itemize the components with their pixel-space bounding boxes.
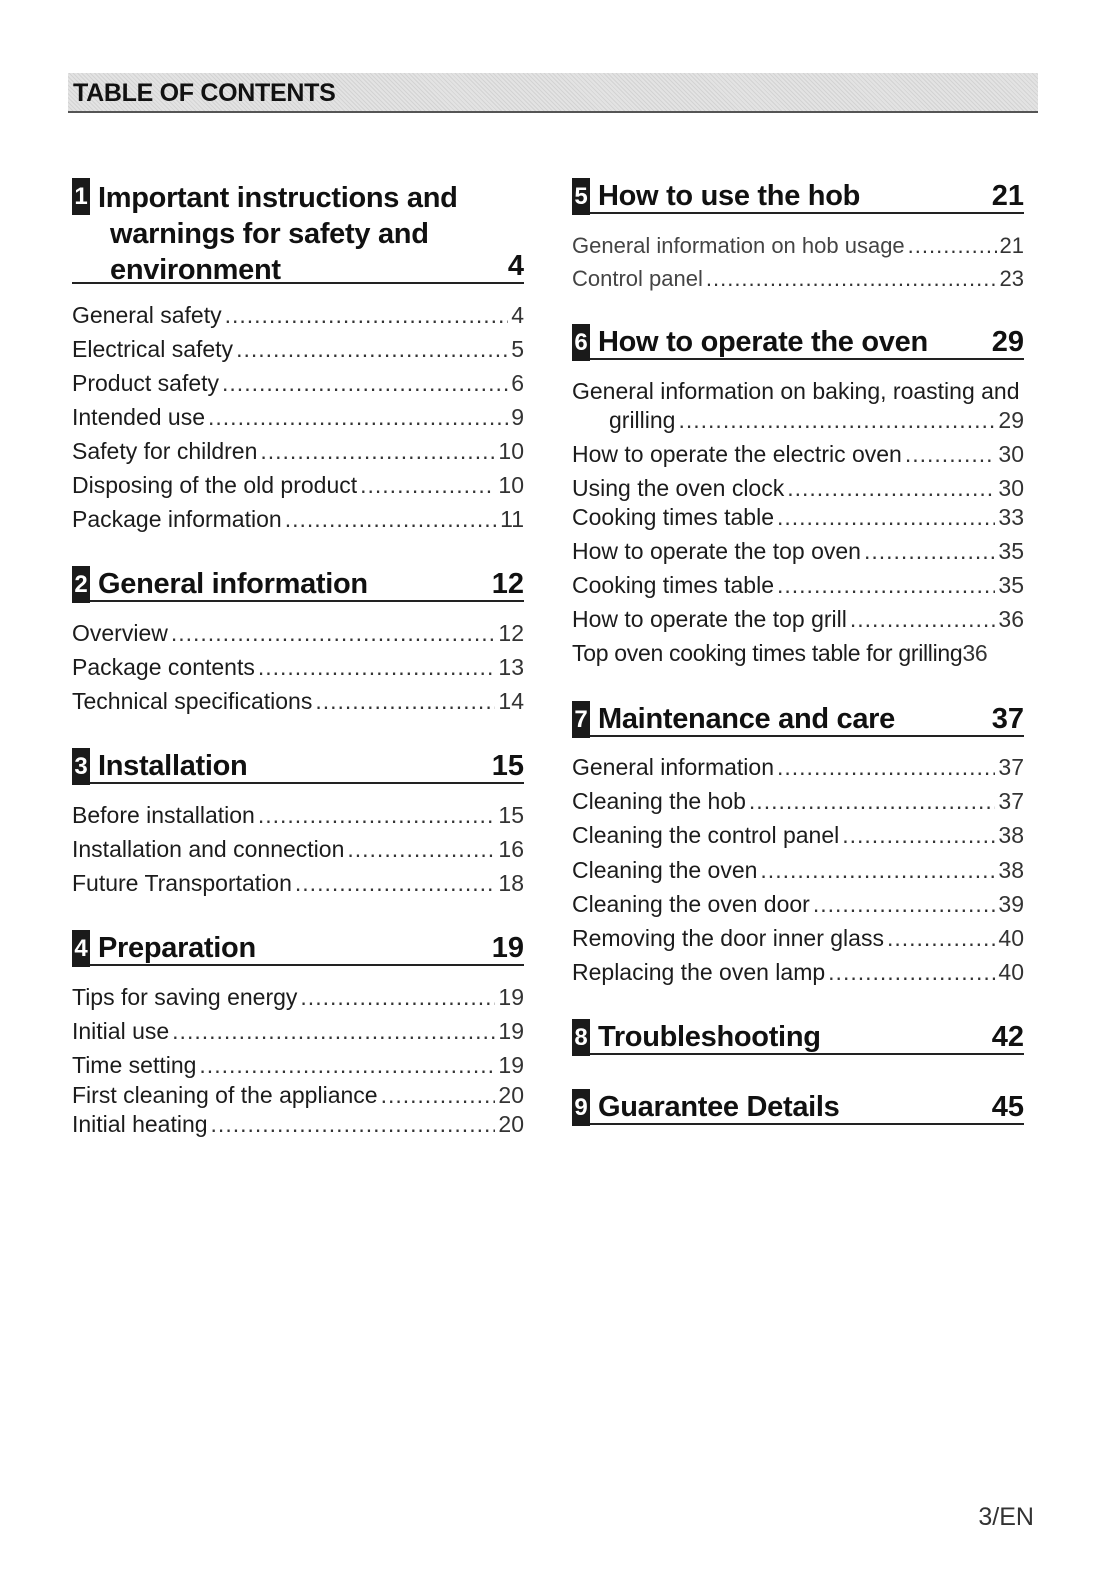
leader-dots (787, 475, 995, 502)
section-page-number: 12 (491, 568, 524, 600)
entry-page: 40 (998, 959, 1024, 985)
toc-entry[interactable] (72, 620, 524, 650)
toc-entry[interactable] (72, 506, 524, 536)
leader-dots (828, 959, 995, 986)
entry-page: 36 (962, 640, 988, 666)
entry-label: Control panel (572, 266, 703, 291)
leader-dots (300, 984, 495, 1011)
leader-dots (285, 506, 497, 533)
section-4-heading[interactable] (72, 930, 524, 966)
leader-dots (678, 407, 995, 434)
toc-entry[interactable] (572, 266, 1024, 296)
entry-page: 9 (511, 404, 524, 430)
section-title: Installation (98, 750, 248, 782)
entry-label: How to operate the electric oven (572, 441, 902, 467)
entry-page: 18 (498, 870, 524, 896)
entry-page: 40 (998, 925, 1024, 951)
toc-entry[interactable] (572, 891, 1024, 921)
leader-dots (842, 822, 995, 849)
entry-label: Technical specifications (72, 688, 313, 714)
section-number-badge: 5 (572, 178, 590, 215)
section-page-number: 37 (991, 703, 1024, 735)
leader-dots (258, 802, 496, 829)
entry-page: 35 (998, 572, 1024, 598)
entry-label: General information (572, 754, 774, 780)
entry-label: Removing the door inner glass (572, 925, 884, 951)
entry-page: 23 (999, 266, 1024, 291)
leader-dots (225, 302, 509, 329)
leader-dots (905, 441, 996, 468)
leader-dots (777, 572, 995, 599)
leader-dots (850, 606, 996, 633)
leader-dots (749, 788, 995, 815)
entry-label: Time setting (72, 1052, 197, 1078)
entry-page: 6 (511, 370, 524, 396)
entry-label: Replacing the oven lamp (572, 959, 826, 985)
entry-label: Disposing of the old product (72, 472, 358, 498)
entry-page: 35 (998, 538, 1024, 564)
toc-entry[interactable] (572, 754, 1024, 784)
entry-label: Intended use (72, 404, 206, 430)
section-title-line: warnings for safety and (110, 218, 429, 250)
leader-dots (777, 504, 995, 531)
entry-page: 39 (998, 891, 1024, 917)
entry-label: First cleaning of the appliance (72, 1082, 378, 1108)
toc-entry[interactable] (72, 1018, 524, 1048)
section-page-number: 19 (491, 932, 524, 964)
leader-dots (236, 336, 508, 363)
entry-page: 10 (498, 472, 524, 498)
toc-entry[interactable] (572, 572, 1024, 602)
toc-entry[interactable] (72, 404, 524, 434)
section-7-heading[interactable] (572, 701, 1024, 737)
leader-dots (199, 1052, 495, 1079)
section-title (98, 180, 458, 288)
entry-page: 38 (998, 822, 1024, 848)
toc-entry[interactable] (72, 984, 524, 1014)
entry-page: 4 (511, 302, 524, 328)
section-title: Guarantee Details (598, 1091, 840, 1123)
toc-entry[interactable] (72, 438, 524, 468)
entry-page: 37 (998, 754, 1024, 780)
entry-page: 36 (998, 606, 1024, 632)
entry-label: Package contents (72, 654, 255, 680)
entry-page: 16 (498, 836, 524, 862)
section-title: Troubleshooting (598, 1021, 821, 1053)
leader-dots (864, 538, 995, 565)
leader-dots (260, 438, 495, 465)
section-9-heading[interactable] (572, 1089, 1024, 1125)
toc-entry[interactable] (572, 441, 1024, 471)
toc-entry[interactable] (72, 1052, 524, 1082)
entry-label: Top oven cooking times table for grilling (572, 640, 963, 666)
section-page-number: 45 (991, 1091, 1024, 1123)
toc-entry[interactable] (72, 336, 524, 366)
toc-entry[interactable] (72, 1082, 524, 1112)
toc-entry[interactable] (72, 472, 524, 502)
leader-dots (381, 1082, 496, 1109)
toc-entry[interactable] (572, 959, 1024, 989)
leader-dots (908, 233, 997, 259)
toc-entry[interactable] (572, 504, 1024, 534)
leader-dots (706, 266, 997, 292)
section-2-heading[interactable] (72, 566, 524, 602)
entry-label: Package information (72, 506, 282, 532)
section-title: Preparation (98, 932, 256, 964)
section-number-badge: 4 (72, 930, 90, 967)
toc-entry[interactable] (572, 538, 1024, 568)
toc-entry[interactable] (72, 836, 524, 866)
entry-label: Electrical safety (72, 336, 234, 362)
leader-dots (295, 870, 496, 897)
leader-dots (347, 836, 495, 863)
toc-entry[interactable] (572, 822, 1024, 852)
section-number-badge: 2 (72, 566, 90, 603)
entry-label: Overview (72, 620, 168, 646)
entry-page: 12 (498, 620, 524, 646)
leader-dots (813, 891, 996, 918)
toc-entry[interactable] (72, 302, 524, 332)
section-page-number: 29 (991, 326, 1024, 358)
entry-page: 19 (498, 1018, 524, 1044)
entry-label: Cleaning the control panel (572, 822, 840, 848)
section-number-badge: 6 (572, 324, 590, 361)
leader-dots (760, 857, 995, 884)
entry-label: Cooking times table (572, 504, 774, 530)
entry-page: 19 (498, 984, 524, 1010)
entry-label: Future Transportation (72, 870, 292, 896)
entry-label: How to operate the top oven (572, 538, 861, 564)
toc-entry[interactable] (572, 475, 1024, 505)
toc-entry[interactable] (572, 606, 1024, 636)
leader-dots (211, 1111, 496, 1138)
entry-label: Installation and connection (72, 836, 345, 862)
toc-title: TABLE OF CONTENTS (73, 79, 336, 107)
entry-page: 30 (998, 441, 1024, 467)
entry-label: How to operate the top grill (572, 606, 847, 632)
section-title: How to use the hob (598, 180, 861, 212)
entry-page: 33 (998, 504, 1024, 530)
section-page-number: 42 (991, 1021, 1024, 1053)
entry-label: Product safety (72, 370, 220, 396)
entry-page: 11 (500, 506, 524, 532)
entry-label: Cooking times table (572, 572, 774, 598)
entry-label: Before installation (72, 802, 255, 828)
entry-page: 37 (998, 788, 1024, 814)
toc-entry[interactable] (72, 654, 524, 684)
entry-page: 14 (498, 688, 524, 714)
entry-label: Cleaning the oven door (572, 891, 810, 917)
leader-dots (887, 925, 995, 952)
entry-page: 10 (498, 438, 524, 464)
section-number-badge: 3 (72, 748, 90, 785)
toc-entry[interactable] (572, 640, 1024, 670)
entry-page: 13 (498, 654, 524, 680)
leader-dots (777, 754, 995, 781)
entry-page: 38 (998, 857, 1024, 883)
entry-page: 21 (999, 233, 1024, 258)
entry-page: 30 (998, 475, 1024, 501)
section-5-heading[interactable] (572, 178, 1024, 214)
entry-page: 20 (498, 1082, 524, 1108)
leader-dots (315, 688, 495, 715)
section-1-heading[interactable] (72, 178, 524, 284)
entry-label: Tips for saving energy (72, 984, 298, 1010)
leader-dots (172, 1018, 495, 1045)
toc-entry[interactable] (572, 378, 1024, 434)
toc-entry[interactable] (572, 925, 1024, 955)
toc-entry[interactable] (72, 370, 524, 400)
entry-page: 20 (498, 1111, 524, 1137)
toc-entry[interactable] (572, 788, 1024, 818)
toc-entry[interactable] (72, 870, 524, 900)
section-page-number: 21 (991, 180, 1024, 212)
section-6-heading[interactable] (572, 324, 1024, 360)
section-title-line: Important instructions and (98, 182, 458, 214)
leader-dots (171, 620, 496, 647)
toc-entry[interactable] (72, 802, 524, 832)
entry-page: 19 (498, 1052, 524, 1078)
section-title-line: environment (110, 254, 281, 286)
entry-page: 29 (998, 407, 1024, 433)
toc-entry[interactable] (72, 1111, 524, 1141)
entry-label: General information on baking, roasting and (572, 378, 1020, 404)
section-8-heading[interactable] (572, 1019, 1024, 1055)
toc-entry[interactable] (572, 233, 1024, 263)
section-title: General information (98, 568, 368, 600)
leader-dots (208, 404, 508, 431)
leader-dots (360, 472, 495, 499)
entry-label: Safety for children (72, 438, 258, 464)
entry-label: Cleaning the oven (572, 857, 758, 883)
entry-label: General information on hob usage (572, 233, 905, 258)
section-number-badge: 1 (72, 178, 90, 215)
entry-label: Using the oven clock (572, 475, 785, 501)
leader-dots (258, 654, 496, 681)
section-page-number: 4 (507, 250, 524, 282)
entry-label-continued: grilling (609, 407, 676, 433)
toc-header-bar (68, 73, 1038, 113)
section-title: Maintenance and care (598, 703, 895, 735)
entry-label: Initial use (72, 1018, 170, 1044)
entry-page: 15 (498, 802, 524, 828)
entry-page: 5 (511, 336, 524, 362)
toc-entry[interactable] (72, 688, 524, 718)
section-number-badge: 9 (572, 1089, 590, 1126)
entry-label: Cleaning the hob (572, 788, 746, 814)
section-3-heading[interactable] (72, 748, 524, 784)
toc-entry[interactable] (572, 857, 1024, 887)
section-page-number: 15 (491, 750, 524, 782)
entry-label: General safety (72, 302, 222, 328)
section-title: How to operate the oven (598, 326, 928, 358)
entry-label: Initial heating (72, 1111, 208, 1137)
leader-dots (222, 370, 508, 397)
section-number-badge: 8 (572, 1019, 590, 1056)
section-number-badge: 7 (572, 701, 590, 738)
page-number-footer: 3/EN (978, 1503, 1034, 1531)
